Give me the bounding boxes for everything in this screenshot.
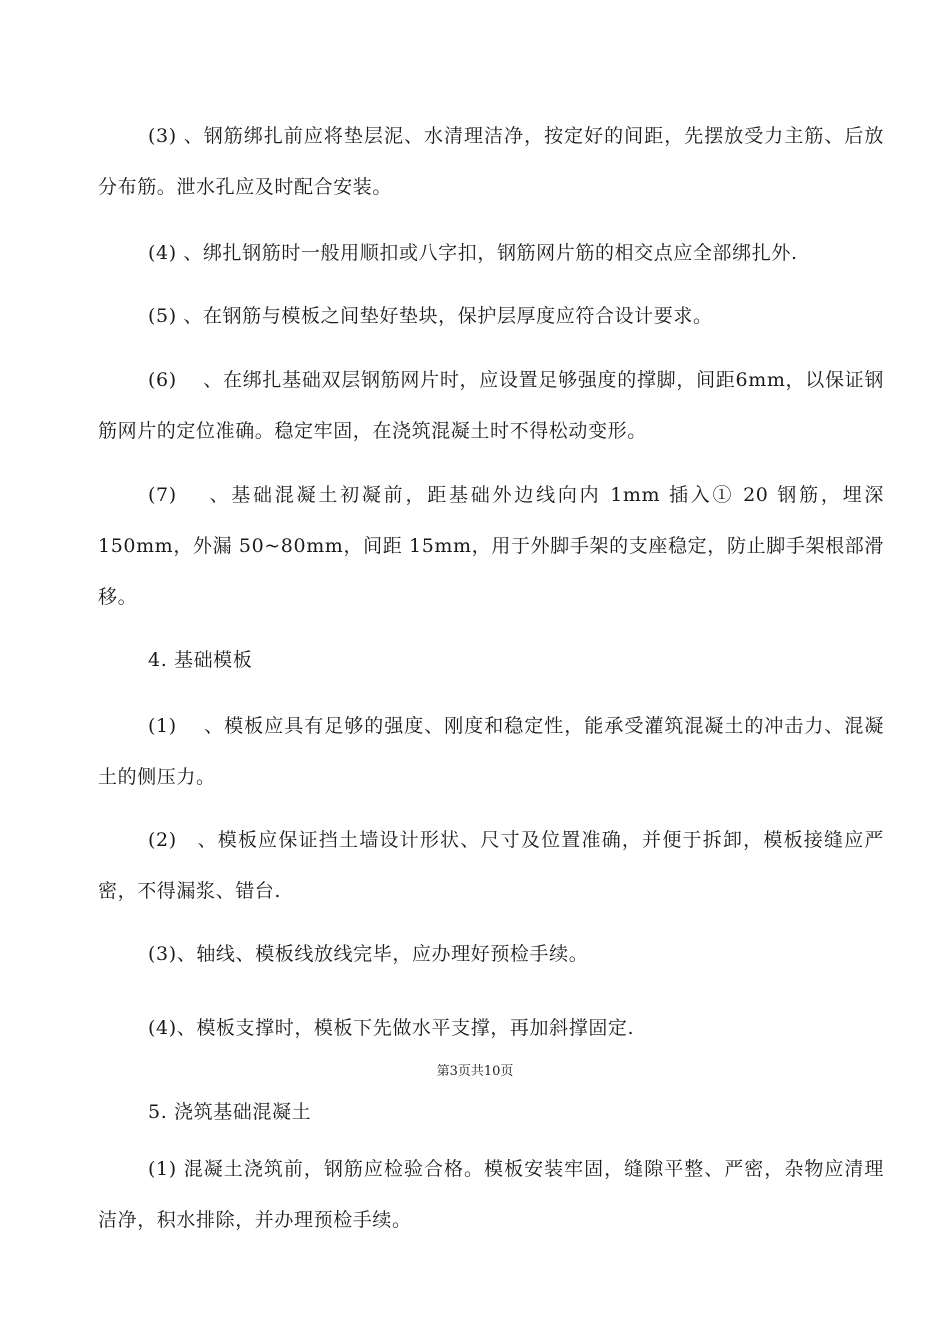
paragraph-text: (3)、轴线、模板线放线完毕，应办理好预检手续。 bbox=[148, 943, 589, 965]
paragraph-text: (1) 、模板应具有足够的强度、刚度和稳定性，能承受灌筑混凝土的冲击力、混凝土的侧压力。 bbox=[98, 715, 884, 788]
paragraph-text: (2) 、模板应保证挡土墙设计形状、尺寸及位置准确，并便于拆卸，模板接缝应严密，不得漏浆、错台. bbox=[98, 829, 884, 902]
paragraph-formwork-3 bbox=[98, 929, 884, 980]
paragraph-formwork-2 bbox=[98, 815, 884, 917]
paragraph-text: (6) 、在绑扎基础双层钢筋网片时，应设置足够强度的撑脚，间距6mm，以保证钢筋网片的定位准确。稳定牢固，在浇筑混凝土时不得松动变形。 bbox=[98, 369, 884, 442]
paragraph-rebar-6 bbox=[98, 355, 884, 457]
paragraph-text: (1) 混凝土浇筑前，钢筋应检验合格。模板安装牢固，缝隙平整、严密，杂物应清理洁净，积水排除，并办理预检手续。 bbox=[98, 1158, 884, 1231]
paragraph-formwork-1 bbox=[98, 701, 884, 803]
paragraph-rebar-5 bbox=[98, 291, 884, 342]
paragraph-rebar-3 bbox=[98, 111, 884, 213]
page-number-footer: 第3页共10页 bbox=[436, 1064, 514, 1079]
paragraph-text: (7) 、基础混凝土初凝前，距基础外边线向内 1mm 插入① 20 钢筋，埋深150mm，外漏 50~80mm，间距 15mm，用于外脚手架的支座稳定，防止脚手架根部滑移。 bbox=[98, 484, 884, 608]
paragraph-formwork-4 bbox=[98, 1003, 884, 1054]
paragraph-text: (5) 、在钢筋与模板之间垫好垫块，保护层厚度应符合设计要求。 bbox=[148, 305, 713, 327]
paragraph-rebar-4 bbox=[98, 228, 884, 279]
section-heading-concrete: 5. 浇筑基础混凝土 bbox=[148, 1101, 312, 1123]
paragraph-text: (3) 、钢筋绑扎前应将垫层泥、水清理洁净，按定好的间距，先摆放受力主筋、后放分布筋。泄水孔应及时配合安装。 bbox=[98, 125, 884, 198]
paragraph-text: (4)、模板支撑时，模板下先做水平支撑，再加斜撑固定. bbox=[148, 1017, 635, 1039]
paragraph-concrete-1 bbox=[98, 1144, 884, 1246]
paragraph-text: (4) 、绑扎钢筋时一般用顺扣或八字扣，钢筋网片筋的相交点应全部绑扎外. bbox=[148, 242, 798, 264]
section-heading-formwork: 4. 基础模板 bbox=[148, 649, 253, 671]
paragraph-rebar-7 bbox=[98, 470, 884, 623]
